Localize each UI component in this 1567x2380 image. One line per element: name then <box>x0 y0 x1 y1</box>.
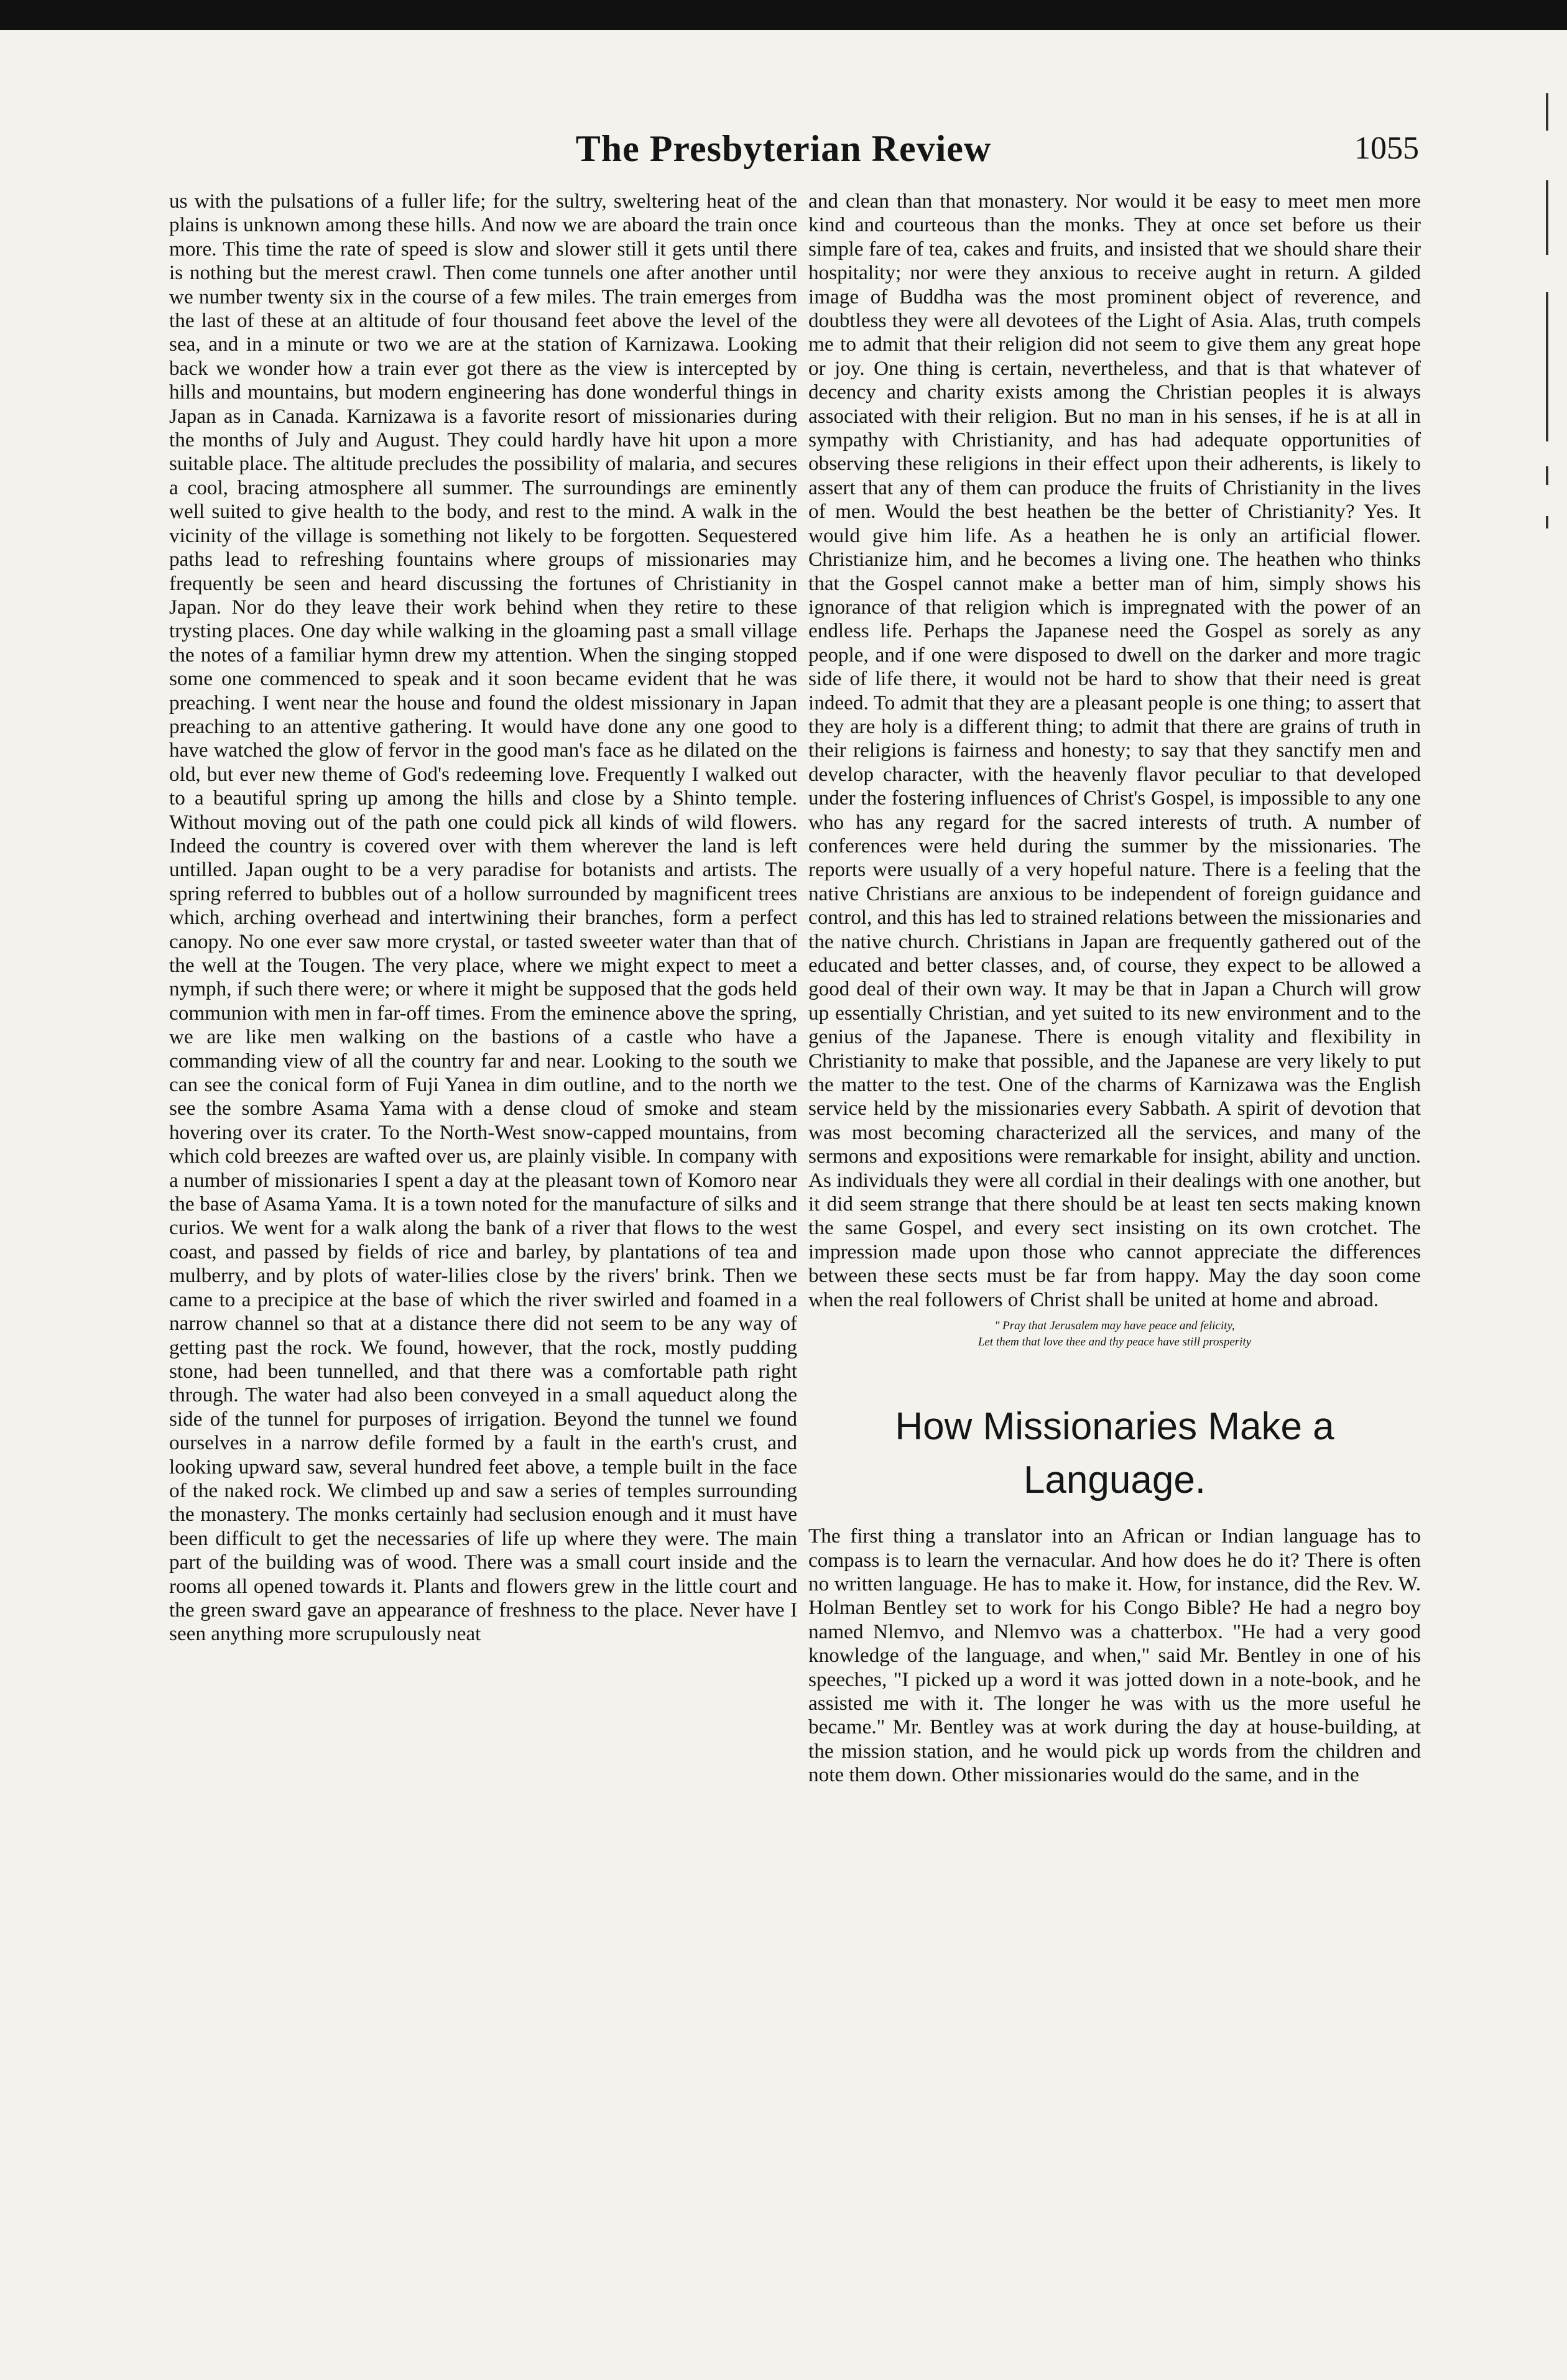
left-column <box>169 190 797 2353</box>
running-head <box>0 127 1567 177</box>
quote-line: " Pray that Jerusalem may have peace and felicity, <box>994 1319 1235 1333</box>
article-title: How Missionaries Make a Language. <box>895 1405 1334 1502</box>
left-column-paragraph: us with the pulsations of a fuller life; for the sultry, sweltering heat of the plains is unknown among these hills. And now we are aboard the train once more. This time the rate of speed is slow and slower still it gets until there is nothing but the merest crawl. Then come tunnels one after another until we number twenty six in the course of a few miles. The train emerges from the last of these at an altitude of four thousand feet above the level of the sea, and in a minute or two we are at the station of Karnizawa. Looking back we wonder how a train ever got there as the view is intercepted by hills and mountains, but modern engineering has done wonderful things in Japan as in Canada. Karnizawa is a favorite resort of missionaries during the months of July and August. They could hardly have hit upon a more suitable place. The altitude precludes the possibility of malaria, and secures a cool, bracing atmosphere all summer. The surroundings are eminently well suited to give health to the body, and rest to the mind. A walk in the vicinity of the village is something not likely to be forgotten. Sequestered paths lead to refreshing fountains where groups of missionaries may frequently be seen and heard discussing the fortunes of Christianity in Japan. Nor do they leave their work behind when they retire to these trysting places. One day while walking in the gloaming past a small village the notes of a familiar hymn drew my attention. When the singing stopped some one commenced to speak and it soon became evident that he was preaching. I went near the house and found the oldest missionary in Japan preaching to an attentive gathering. It would have done any one good to have watched the glow of fervor in the good man's face as he dilated on the old, but ever new theme of God's redeeming love. Frequently I walked out to a beautiful spring up among the hills and close by a Shinto temple. Without moving out of the path one could pick all kinds of wild flowers. Indeed the country is covered over with them wherever the land is left untilled. Japan ought to be a very paradise for botanists and artists. The spring referred to bubbles out of a hollow surrounded by magnificent trees which, arching overhead and intertwining their branches, form a perfect canopy. No one ever saw more crystal, or tasted sweeter water than that of the well at the Tougen. The very place, where we might expect to meet a nymph, if such there were; or where it might be supposed that the gods held communion with men in far-off times. From the eminence above the spring, we are like men walking on the bastions of a castle who have a commanding view of all the country far and near. Looking to the south we can see the conical form of Fuji Yanea in dim outline, and to the north we see the sombre Asama Yama with a dense cloud of smoke and steam hovering over its crater. To the North-West snow-capped mountains, from which cold breezes are wafted over us, are plainly visible. In company with a number of missionaries I spent a day at the pleasant town of Komoro near the base of Asama Yama. It is a town noted for the manufacture of silks and curios. We went for a walk along the bank of a river that flows to the west coast, and passed by fields of rice and barley, by plantations of tea and mulberry, and by plots of water-lilies close by the rivers' brink. Then we came to a precipice at the base of which the river swirled and foamed in a narrow channel so that at a distance there did not seem to be any way of getting past the rock. We found, however, that the rock, mostly pudding stone, had been tunnelled, and that there was a comfortable path right through. The water had also been conveyed in a small aqueduct along the side of the tunnel for purposes of irrigation. Beyond the tunnel we found ourselves in a narrow defile formed by a fault in the earth's crust, and looking upward saw, several hundred feet above, a temple built in the face of the naked rock. We climbed up and saw a series of temples surrounding the monastery. The monks certainly had seclusion enough and it must have been difficult to get the necessaries of life up where they were. The main part of the building was of wood. There was a small court inside and the rooms all opened towards it. Plants and flowers grew in the little court and the green sward gave an appearance of freshness to the place. Never have I seen anything more scrupulously neat <box>169 190 797 1646</box>
right-column-paragraph: and clean than that monastery. Nor would it be easy to meet men more kind and courteous than the monks. They at once set before us their simple fare of tea, cakes and fruits, and insisted that we should share their hospitality; nor were they anxious to receive aught in return. A gilded image of Buddha was the most prominent object of reverence, and doubtless they were all devotees of the Light of Asia. Alas, truth compels me to admit that their religion did not seem to give them any great hope or joy. One thing is certain, nevertheless, and that is that whatever of decency and charity exists among the Christian peoples it is always associated with their religion. But no man in his senses, if he is at all in sympathy with Christianity, and has had adequate opportunities of observing these religions in their effect upon their adherents, is likely to assert that any of them can produce the fruits of Christianity in the lives of men. Would the best heathen be the better of Christianity? Yes. It would give him life. As a heathen he is only an artificial flower. Christianize him, and he becomes a living one. The heathen who thinks that the Gospel cannot make a better man of him, simply shows his ignorance of that religion which is impregnated with the power of an endless life. Perhaps the Japanese need the Gospel as sorely as any people, and if one were disposed to dwell on the darker and more tragic side of life there, it would not be hard to show that their need is great indeed. To admit that they are a pleasant people is one thing; to assert that they are holy is a different thing; to admit that there are grains of truth in their religions is fairness and honesty; to say that they sanctify men and develop character, with the heavenly flavor peculiar to that developed under the fostering influences of Christ's Gospel, is impossible to any one who has any regard for the sacred interests of truth. A number of conferences were held during the summer by the missionaries. The reports were usually of a very hopeful nature. There is a feeling that the native Christians are anxious to be independent of foreign guidance and control, and this has led to strained relations between the missionaries and the native church. Christians in Japan are frequently gathered out of the educated and better classes, and, of course, they expect to be allowed a good deal of their own way. It may be that in Japan a Church will grow up essentially Christian, and yet suited to its new environment and to the genius of the Japanese. There is enough vitality and flexibility in Christianity to make that possible, and the Japanese are very likely to put the matter to the test. One of the charms of Karnizawa was the English service held by the missionaries every Sabbath. A spirit of devotion that was most becoming characterized all the services, and many of the sermons and expositions were remarkable for insight, ability and unction. As individuals they were all cordial in their dealings with one another, but it did seem strange that there should be at least ten sects making known the same Gospel, and every sect insisting on its own crotchet. The impression made upon those who cannot appreciate the differences between these sects must be far from happy. May the day soon come when the real followers of Christ shall be united at home and abroad. <box>808 190 1421 1311</box>
margin-scan-marks <box>1542 93 1555 653</box>
right-column <box>808 190 1421 2353</box>
page-number: 1055 <box>1354 131 1419 166</box>
closing-quote <box>808 1318 1421 1350</box>
quote-line: Let them that love thee and thy peace have still prosperity <box>978 1335 1252 1349</box>
journal-title: The Presbyterian Review <box>575 128 992 169</box>
article-paragraph: The first thing a translator into an African or Indian language has to compass is to learn the vernacular. And how does he do it? There is often no written language. He has to make it. How, for instance, did the Rev. W. Holman Bentley set to work for his Congo Bible? He had a negro boy named Nlemvo, and Nlemvo was a chatterbox. "He had a very good knowledge of the language, and when," said Mr. Bentley in one of his speeches, "I picked up a word it was jotted down in a note-book, and he assisted me with it. The longer he was with us the more useful he became." Mr. Bentley was at work during the day at house-building, at the mission station, and he would pick up words from the children and note them down. Other missionaries would do the same, and in the <box>808 1524 1421 1787</box>
page-top-border <box>0 0 1567 30</box>
